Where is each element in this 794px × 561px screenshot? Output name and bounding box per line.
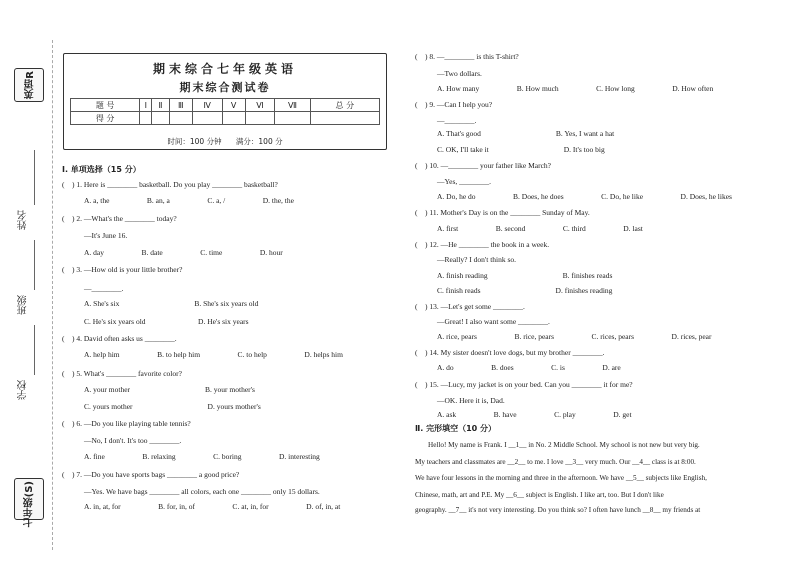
subject-label: 英语R [25,71,36,99]
question-stem: ( ) 1. Here is ________ basketball. Do you play ________ basketball? [62,180,278,189]
question-stem: ( ) 7. —Do you have sports bags ________ a good price? [62,470,240,479]
dialog-line: —It's June 16. [84,231,128,240]
cut-line [52,40,53,550]
dialog-line: —Yes, ________. [437,177,492,186]
binding-spine [0,0,56,561]
question-stem: ( ) 9. —Can I help you? [415,100,493,109]
dialog-line: —Two dollars. [437,69,482,78]
answer-options: A. a, the B. an, a C. a, / D. the, the [84,196,294,205]
question-stem: ( ) 6. —Do you like playing table tennis? [62,419,191,428]
answer-options: A. rice, pears B. rice, pears C. rices, pears D. rices, pear [437,332,712,341]
dialog-line: —Really? I don't think so. [437,255,517,264]
full-score: 满分：100 分 [235,137,283,146]
score-cell: 题 号 [71,99,140,112]
exam-subtitle: 期末综合测试卷 [179,81,271,94]
answer-options: A. first B. second C. third D. last [437,224,643,233]
dialog-line: —Yes. We have bags ________ all colors, each one ________ only 15 dollars. [84,487,320,496]
answer-options: A. That's good B. Yes, I want a hat [437,129,615,138]
question-stem: ( ) 3. —How old is your little brother? [62,265,183,274]
answer-options: C. yours mother D. yours mother's [84,402,261,411]
answer-options: A. finish reading B. finishes reads [437,271,613,280]
answer-options: A. How many B. How much C. How long D. How often [437,84,714,93]
question-stem: ( ) 10. —________ your father like March? [415,161,552,170]
score-cell: Ⅳ [192,99,222,112]
school-field-label: 学校 [18,380,29,400]
answer-options: C. He's six years old D. He's six years [84,317,249,326]
question-stem: ( ) 4. David often asks us ________. [62,334,177,343]
score-input[interactable] [275,112,310,125]
question-stem: ( ) 11. Mother's Day is on the ________ Sunday of May. [415,208,590,217]
dialog-line: —________. [84,284,124,293]
time-limit: 时间：100 分钟 [167,137,222,146]
answer-options: A. She's six B. She's six years old [84,299,259,308]
grade-label: 七年级(S) [24,481,35,528]
answer-options: A. do B. does C. is D. are [437,363,621,372]
answer-options: A. help him B. to help him C. to help D. helps him [84,350,343,359]
score-cell: Ⅴ [222,99,245,112]
score-input[interactable] [169,112,192,125]
answer-options: C. finish reads D. finishes reading [437,286,613,295]
score-cell: I [140,99,152,112]
score-header-row [71,99,380,112]
passage-line: Chinese, math, art and P.E. My __6__ subject is English. I like art, too. But I don't like [415,491,664,499]
question-stem: ( ) 15. —Lucy, my jacket is on your bed. Can you ________ it for me? [415,380,633,389]
score-cell: Ⅱ [152,99,170,112]
score-input[interactable] [222,112,245,125]
section-title: Ⅱ. 完形填空（10 分） [415,424,497,433]
time-info [64,136,386,147]
answer-options: A. ask B. have C. play D. get [437,410,632,419]
question-stem: ( ) 14. My sister doesn't love dogs, but my brother ________. [415,348,605,357]
name-line [34,150,35,205]
score-input[interactable] [192,112,222,125]
subject-tag [14,68,44,102]
question-stem: ( ) 12. —He ________ the book in a week. [415,240,550,249]
score-value-row [71,112,380,125]
grade-tag [14,478,44,528]
answer-options: A. your mother B. your mother's [84,385,255,394]
question-stem: ( ) 8. —________ is this T-shirt? [415,52,519,61]
exam-title: 期末综合七年级英语 [152,62,297,76]
dialog-line: —OK. Here it is, Dad. [437,396,505,405]
school-line [34,325,35,375]
score-input[interactable] [310,112,379,125]
passage-line: We have four lessons in the morning and three in the afternoon. We have __5__ subjects like English, [415,474,707,482]
score-input[interactable] [152,112,170,125]
score-cell: Ⅲ [169,99,192,112]
dialog-line: —Great! I also want some ________. [437,317,550,326]
question-stem: ( ) 13. —Let's get some ________. [415,302,525,311]
section-title: I. 单项选择（15 分） [62,165,141,174]
dialog-line: —No, I don't. It's too ________. [84,436,182,445]
score-input[interactable] [245,112,275,125]
score-cell: 得 分 [71,112,140,125]
question-stem: ( ) 5. What's ________ favorite color? [62,369,182,378]
answer-options: A. fine B. relaxing C. boring D. interesting [84,452,320,461]
class-field-label: 班级 [18,295,29,315]
exam-header [63,53,387,150]
passage-line: My teachers and classmates are __2__ to me. I love __3__ very much. Our __4__ class is at 8:00. [415,458,696,466]
passage-line: Hello! My name is Frank. I __1__ in No. 2 Middle School. My school is not new but very big. [428,441,700,449]
score-input[interactable] [140,112,152,125]
answer-options: A. in, at, for B. for, in, of C. at, in, for D. of, in, at [84,502,341,511]
name-field-label: 姓名 [18,210,29,230]
passage-line: geography. __7__ it's not very interesting. Do you think so? I often have lunch __8__ my friends at [415,506,701,514]
score-cell: 总 分 [310,99,379,112]
dialog-line: —________. [437,116,477,125]
score-table [70,98,380,125]
answer-options: C. OK, I'll take it D. It's too big [437,145,605,154]
answer-options: A. day B. date C. time D. hour [84,248,283,257]
question-stem: ( ) 2. —What's the ________ today? [62,214,177,223]
score-cell: Ⅵ [245,99,275,112]
score-cell: Ⅶ [275,99,310,112]
class-line [34,240,35,290]
answer-options: A. Do, he do B. Does, he does C. Do, he like D. Does, he likes [437,192,732,201]
